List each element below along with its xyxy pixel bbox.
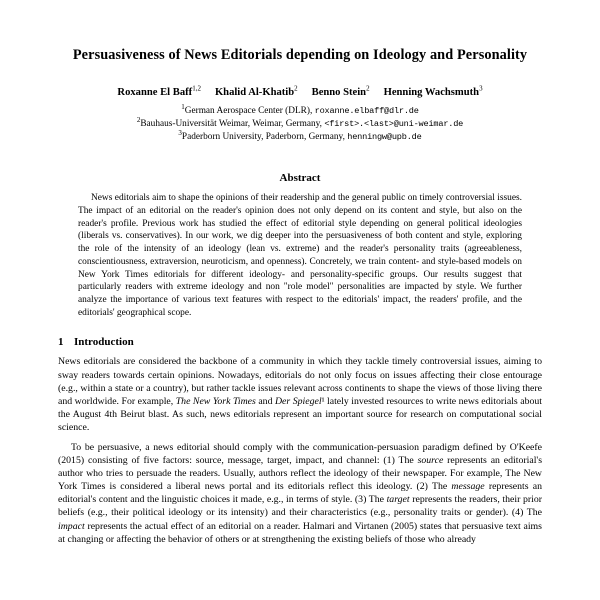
author-2: Benno Stein$^2$: [311, 84, 370, 98]
author-list: [58, 84, 542, 98]
abstract-heading: Abstract: [279, 172, 321, 185]
affiliation-2: [58, 128, 542, 144]
affiliation-list: [58, 102, 542, 145]
section-title: Introduction: [74, 336, 134, 349]
affiliation-0: [58, 102, 542, 118]
author-0: Roxanne El Baff$^{1,2}$: [117, 84, 201, 98]
affiliation-1-mark: 2: [136, 115, 141, 124]
author-0-affil-mark: 1,2: [192, 84, 201, 93]
affiliation-1-email[interactable]: <first>.<last>@uni-weimar.de: [324, 118, 464, 129]
affiliation-2-email[interactable]: henningw@upb.de: [347, 131, 422, 142]
section-heading-introduction: [58, 336, 542, 348]
author-1: Khalid Al-Khatib$^2$: [214, 84, 298, 98]
abstract-text: News editorials aim to shape the opinions of their readership and the general public on timely controversial issues. The impact of an editorial on the reader's opinion does not only depend on its content and style, but also on the reader's profile. Previous work has studied the effect of editorial style depending on general political ideologies (liberals vs. conservatives). In our work, we dig deeper into the persuasiveness of both content and style, exploring the role of the intensity of an ideology (lean vs. extreme) and the reader's personality traits (agreeableness, conscientiousness, extraversion, neuroticism, and openness). Concretely, we train content- and style-based models on New York Times editorials for different ideology- and personality-specific groups. Our results suggest that particularly readers with extreme ideology and non "role model" personalities are impacted by style. We further analyze the importance of various text features with respect to the editorials' impact, the readers' profile, and the editorials' geographical scope.: [78, 193, 522, 318]
author-3-affil-mark: 3: [479, 84, 483, 93]
author-1-affil-mark: 2: [294, 84, 298, 93]
section-number: 1: [58, 336, 64, 349]
affiliation-2-text: Paderborn University, Paderborn, Germany,: [181, 131, 348, 142]
affiliation-0-email[interactable]: roxanne.elbaff@dlr.de: [314, 105, 419, 116]
affiliation-0-text: German Aerospace Center (DLR),: [184, 105, 315, 116]
author-3: Henning Wachsmuth$^3$: [383, 84, 483, 98]
affiliation-1: [58, 115, 542, 131]
paragraph-intro-2: To be persuasive, a news editorial should comply with the communication-persuasion paradigm defined by O'Keefe (2015) consisting of five factors: source, message, target, impact, and channel: (1) The source represents an editorial's author who tries to persuade the readers. Usually, authors reflect the ideology of their newspaper. For example, The New York Times is considered a liberal news portal and its editorials reflect this ideology. (2) The message represents an editorial's content and the linguistic choices it made, e.g., in terms of style. (3) The target represents the readers, their prior beliefs (e.g., their political ideology or its intensity) and their characteristics (e.g., personality traits or gender). (4) The impact represents the actual effect of an editorial on a reader. Halmari and Virtanen (2005) states that persuasive text aims at changing or affecting the behavior of others or at strengthening the existing beliefs of those who already: [58, 441, 543, 545]
affiliation-1-text: Bauhaus-Universität Weimar, Weimar, Germany,: [140, 118, 325, 129]
paragraph-intro-1: News editorials are considered the backbone of a community in which they tackle timely controversial issues, aiming to sway readers towards certain opinions. Nowadays, editorials do not only focus on issues affecting their close entourage (e.g., within a state or a country), but rather tackle issues relevant across continents to shape the views of those living there and worldwide. For example, The New York Times and Der Spiegel¹ lately invested resources to write news editorials about the August 4th Beirut blast. As such, news editorials represent an important source for research on computational social science.: [58, 356, 542, 434]
affiliation-2-mark: 3: [178, 128, 182, 137]
page-title: Persuasiveness of News Editorials depending on Ideology and Personality: [72, 47, 528, 63]
author-2-affil-mark: 2: [366, 84, 370, 93]
affiliation-0-mark: 1: [181, 102, 185, 111]
